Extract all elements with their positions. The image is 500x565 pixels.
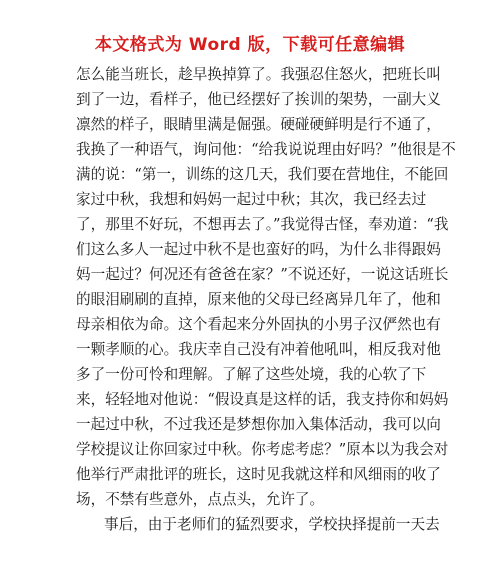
body-line: 到了一边，看样子，他已经摆好了挨训的架势，一副大义 [76, 91, 441, 108]
body-line: 我换了一种语气，询问他：“给我说说理由好吗？”他很是不 [76, 141, 456, 158]
body-line: 场，不禁有些意外，点点头，允许了。 [76, 491, 325, 508]
body-line: 母亲相依为命。这个看起来分外固执的小男子汉俨然也有 [76, 316, 441, 333]
body-line: 的眼泪刷刷的直掉，原来他的父母已经离异几年了，他和 [76, 291, 441, 308]
body-line: 一起过中秋，不过我还是梦想你加入集体活动，我可以向 [76, 416, 441, 433]
body-line: 怎么能当班长，趁早换掉算了。我强忍住怒火，把班长叫 [76, 66, 441, 83]
body-line: 满的说：“第一，训练的这几天，我们要在营地住，不能回 [76, 166, 449, 183]
body-line: 妈一起过？何况还有爸爸在家？”不说还好，一说这话班长 [76, 266, 449, 283]
body-line: 来，轻轻地对他说：“假设真是这样的话，我支持你和妈妈 [76, 391, 449, 408]
body-line: 他举行严肃批评的班长，这时见我就这样和风细雨的收了 [76, 466, 441, 483]
body-line: 凛然的样子，眼睛里满是倔强。硬碰硬鲜明是行不通了， [76, 116, 441, 133]
body-line: 一颗孝顺的心。我庆幸自己没有冲着他吼叫，相反我对他 [76, 341, 441, 358]
body-line-paragraph-start: 事后，由于老师们的猛烈要求，学校抉择提前一天去 [104, 516, 440, 533]
body-line: 们这么多人一起过中秋不是也蛮好的吗，为什么非得跟妈 [76, 241, 441, 258]
body-line: 学校提议让你回家过中秋。你考虑考虑？”原本以为我会对 [76, 441, 449, 458]
body-line: 家过中秋，我想和妈妈一起过中秋；其次，我已经去过 [76, 191, 427, 208]
body-line: 了，那里不好玩，不想再去了。”我觉得古怪，奉劝道：“我 [76, 216, 449, 233]
body-line: 多了一份可怜和理解。了解了这些处境，我的心软了下 [76, 366, 427, 383]
document-banner: 本文格式为 Word 版，下载可任意编辑 [94, 35, 406, 55]
